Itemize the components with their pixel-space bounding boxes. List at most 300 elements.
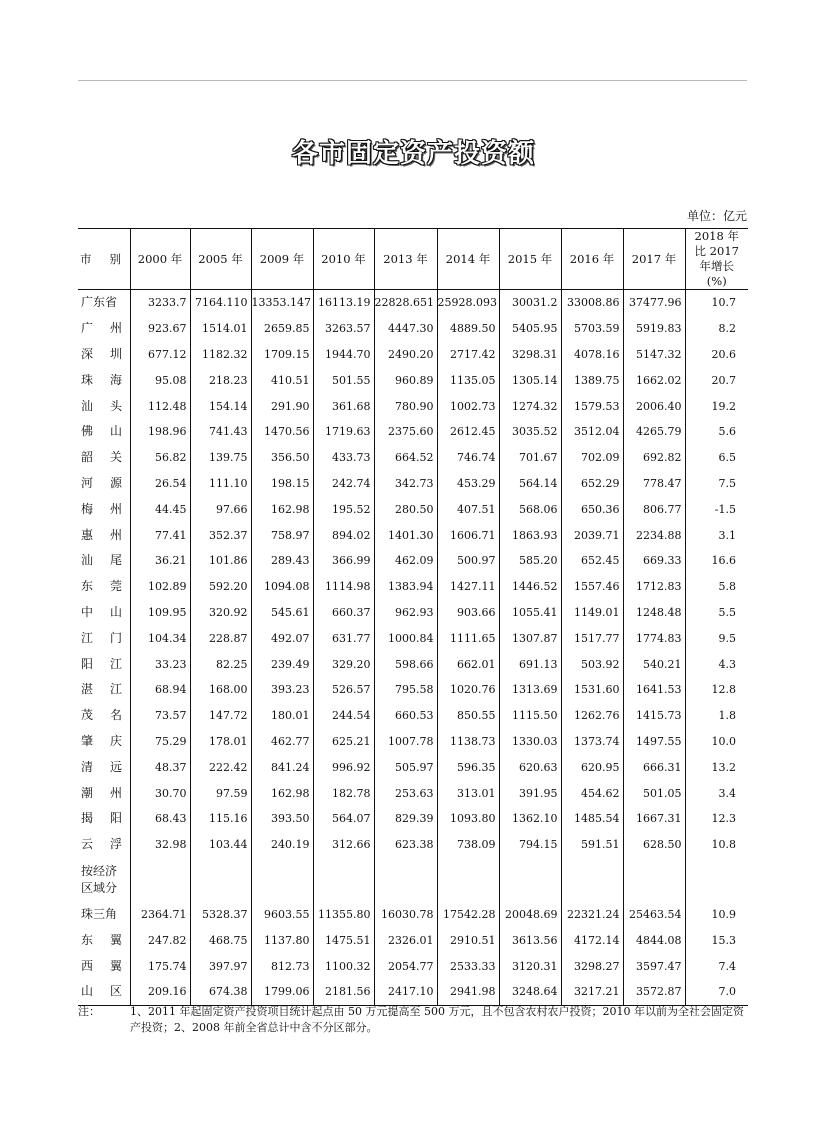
row-label bbox=[78, 953, 130, 979]
table-cell: 3.4 bbox=[685, 780, 748, 806]
table-cell: 407.51 bbox=[437, 496, 499, 522]
table-cell: 505.97 bbox=[374, 754, 437, 780]
table-cell: 393.50 bbox=[251, 806, 313, 832]
table-cell: 666.31 bbox=[623, 754, 685, 780]
table-row bbox=[78, 832, 748, 858]
table-cell: 1579.53 bbox=[561, 393, 623, 419]
row-label bbox=[78, 471, 130, 497]
table-cell: 2490.20 bbox=[374, 342, 437, 368]
empty-cell bbox=[437, 858, 499, 902]
table-cell: 75.29 bbox=[130, 729, 190, 755]
column-header: 2010 年 bbox=[313, 229, 374, 290]
table-cell: 1470.56 bbox=[251, 419, 313, 445]
table-cell: 1799.06 bbox=[251, 979, 313, 1005]
table-cell: 5405.95 bbox=[499, 316, 561, 342]
table-row bbox=[78, 780, 748, 806]
table-cell: 4265.79 bbox=[623, 419, 685, 445]
table-cell: 1115.50 bbox=[499, 703, 561, 729]
row-label bbox=[78, 316, 130, 342]
table-cell: 48.37 bbox=[130, 754, 190, 780]
table-cell: 746.74 bbox=[437, 445, 499, 471]
table-cell: 175.74 bbox=[130, 953, 190, 979]
row-label-text: 揭 阳 bbox=[81, 811, 122, 826]
table-cell: 2054.77 bbox=[374, 953, 437, 979]
table-cell: 1415.73 bbox=[623, 703, 685, 729]
table-cell: 20.7 bbox=[685, 367, 748, 393]
table-cell: 33.23 bbox=[130, 651, 190, 677]
table-cell: 2364.71 bbox=[130, 902, 190, 928]
column-header: 2016 年 bbox=[561, 229, 623, 290]
column-header: 2005 年 bbox=[190, 229, 251, 290]
table-cell: 1135.05 bbox=[437, 367, 499, 393]
row-label-text: 珠 海 bbox=[81, 372, 122, 387]
header-row bbox=[78, 229, 748, 290]
table-cell: 433.73 bbox=[313, 445, 374, 471]
table-cell: 1667.31 bbox=[623, 806, 685, 832]
group-label: 按经济区域分 bbox=[81, 863, 118, 895]
row-label-text: 广东省 bbox=[81, 295, 118, 310]
table-cell: 11355.80 bbox=[313, 902, 374, 928]
table-cell: 652.45 bbox=[561, 548, 623, 574]
row-label-text: 潮 州 bbox=[81, 785, 122, 800]
row-label-text: 江 门 bbox=[81, 630, 122, 645]
row-label bbox=[78, 625, 130, 651]
row-label-text: 云 浮 bbox=[81, 837, 122, 852]
table-cell: 1307.87 bbox=[499, 625, 561, 651]
table-row bbox=[78, 651, 748, 677]
table-cell: 313.01 bbox=[437, 780, 499, 806]
table-cell: 1401.30 bbox=[374, 522, 437, 548]
table-cell: 1020.76 bbox=[437, 677, 499, 703]
table-cell: 2326.01 bbox=[374, 927, 437, 953]
table-cell: 16030.78 bbox=[374, 902, 437, 928]
table-cell: 625.21 bbox=[313, 729, 374, 755]
table-cell: 12.3 bbox=[685, 806, 748, 832]
table-cell: 16113.19 bbox=[313, 290, 374, 316]
table-cell: 660.53 bbox=[374, 703, 437, 729]
row-label-text: 肇 庆 bbox=[81, 733, 122, 748]
table-cell: 218.23 bbox=[190, 367, 251, 393]
table-cell: 1863.93 bbox=[499, 522, 561, 548]
table-cell: 664.52 bbox=[374, 445, 437, 471]
table-cell: 3233.7 bbox=[130, 290, 190, 316]
row-label-text: 惠 州 bbox=[81, 527, 122, 542]
table-cell: 36.21 bbox=[130, 548, 190, 574]
table-cell: 2533.33 bbox=[437, 953, 499, 979]
table-cell: 10.0 bbox=[685, 729, 748, 755]
table-row bbox=[78, 927, 748, 953]
table-cell: 182.78 bbox=[313, 780, 374, 806]
table-row bbox=[78, 902, 748, 928]
table-cell: 1662.02 bbox=[623, 367, 685, 393]
table-cell: 468.75 bbox=[190, 927, 251, 953]
empty-cell bbox=[130, 858, 190, 902]
table-cell: 13353.147 bbox=[251, 290, 313, 316]
table-cell: 453.29 bbox=[437, 471, 499, 497]
table-cell: 4.3 bbox=[685, 651, 748, 677]
table-cell: 2181.56 bbox=[313, 979, 374, 1005]
table-cell: 1149.01 bbox=[561, 600, 623, 626]
table-cell: 139.75 bbox=[190, 445, 251, 471]
table-row bbox=[78, 471, 748, 497]
table-cell: 1002.73 bbox=[437, 393, 499, 419]
footnote bbox=[78, 1004, 747, 1036]
table-cell: 652.29 bbox=[561, 471, 623, 497]
table-cell: 3298.31 bbox=[499, 342, 561, 368]
page-title: 各市固定资产投资额 bbox=[291, 139, 535, 169]
table-cell: 112.48 bbox=[130, 393, 190, 419]
row-label-text: 韶 关 bbox=[81, 450, 122, 465]
table-row bbox=[78, 522, 748, 548]
table-cell: 8.2 bbox=[685, 316, 748, 342]
table-cell: 20048.69 bbox=[499, 902, 561, 928]
row-label bbox=[78, 290, 130, 316]
table-cell: 962.93 bbox=[374, 600, 437, 626]
table-cell: 5.5 bbox=[685, 600, 748, 626]
table-cell: 1475.51 bbox=[313, 927, 374, 953]
row-label-text: 汕 头 bbox=[81, 398, 122, 413]
row-label bbox=[78, 703, 130, 729]
table-cell: 239.49 bbox=[251, 651, 313, 677]
table-cell: 701.67 bbox=[499, 445, 561, 471]
table-cell: 342.73 bbox=[374, 471, 437, 497]
table-cell: 702.09 bbox=[561, 445, 623, 471]
table-cell: 30.70 bbox=[130, 780, 190, 806]
row-label bbox=[78, 780, 130, 806]
table-cell: 97.66 bbox=[190, 496, 251, 522]
row-label bbox=[78, 522, 130, 548]
row-label bbox=[78, 832, 130, 858]
row-label bbox=[78, 574, 130, 600]
table-cell: 1114.98 bbox=[313, 574, 374, 600]
table-cell: 3298.27 bbox=[561, 953, 623, 979]
table-cell: 16.6 bbox=[685, 548, 748, 574]
table-cell: 280.50 bbox=[374, 496, 437, 522]
table-cell: 13.2 bbox=[685, 754, 748, 780]
column-header bbox=[78, 229, 130, 290]
table-cell: 240.19 bbox=[251, 832, 313, 858]
table-cell: 247.82 bbox=[130, 927, 190, 953]
table-cell: 17542.28 bbox=[437, 902, 499, 928]
table-cell: 1007.78 bbox=[374, 729, 437, 755]
table-cell: 585.20 bbox=[499, 548, 561, 574]
table-cell: 56.82 bbox=[130, 445, 190, 471]
table-cell: 68.94 bbox=[130, 677, 190, 703]
table-cell: 1709.15 bbox=[251, 342, 313, 368]
table-cell: 1517.77 bbox=[561, 625, 623, 651]
empty-cell bbox=[374, 858, 437, 902]
table-cell: 2234.88 bbox=[623, 522, 685, 548]
table-cell: 564.14 bbox=[499, 471, 561, 497]
table-cell: 22321.24 bbox=[561, 902, 623, 928]
table-cell: 320.92 bbox=[190, 600, 251, 626]
table-cell: 30031.2 bbox=[499, 290, 561, 316]
table-cell: 662.01 bbox=[437, 651, 499, 677]
table-cell: 778.47 bbox=[623, 471, 685, 497]
table-cell: 692.82 bbox=[623, 445, 685, 471]
table-cell: 5.8 bbox=[685, 574, 748, 600]
table-cell: 1313.69 bbox=[499, 677, 561, 703]
table-row bbox=[78, 806, 748, 832]
table-cell: 10.9 bbox=[685, 902, 748, 928]
table-row bbox=[78, 367, 748, 393]
table-cell: 462.77 bbox=[251, 729, 313, 755]
row-label bbox=[78, 548, 130, 574]
row-label bbox=[78, 754, 130, 780]
table-row bbox=[78, 548, 748, 574]
row-label bbox=[78, 806, 130, 832]
table-cell: 1362.10 bbox=[499, 806, 561, 832]
column-header: 2009 年 bbox=[251, 229, 313, 290]
table-cell: 545.61 bbox=[251, 600, 313, 626]
table-row bbox=[78, 625, 748, 651]
table-cell: 1111.65 bbox=[437, 625, 499, 651]
table-row bbox=[78, 754, 748, 780]
table-cell: 410.51 bbox=[251, 367, 313, 393]
column-header: 2014 年 bbox=[437, 229, 499, 290]
table-cell: 209.16 bbox=[130, 979, 190, 1005]
table-cell: 82.25 bbox=[190, 651, 251, 677]
table-cell: 631.77 bbox=[313, 625, 374, 651]
table-cell: 628.50 bbox=[623, 832, 685, 858]
table-cell: 5147.32 bbox=[623, 342, 685, 368]
table-cell: 5919.83 bbox=[623, 316, 685, 342]
table-cell: 758.97 bbox=[251, 522, 313, 548]
footnote-label: 注： bbox=[78, 1005, 100, 1018]
table-cell: 1719.63 bbox=[313, 419, 374, 445]
row-label-text: 山 区 bbox=[81, 984, 122, 999]
table-cell: 795.58 bbox=[374, 677, 437, 703]
row-label bbox=[78, 393, 130, 419]
table-cell: 3572.87 bbox=[623, 979, 685, 1005]
table-cell: 794.15 bbox=[499, 832, 561, 858]
table-cell: 37477.96 bbox=[623, 290, 685, 316]
table-cell: 4078.16 bbox=[561, 342, 623, 368]
row-label-text: 东 翼 bbox=[81, 932, 122, 947]
table-cell: 996.92 bbox=[313, 754, 374, 780]
table-cell: 95.08 bbox=[130, 367, 190, 393]
table-cell: 650.36 bbox=[561, 496, 623, 522]
table-cell: 242.74 bbox=[313, 471, 374, 497]
table-cell: 2417.10 bbox=[374, 979, 437, 1005]
table-cell: 1446.52 bbox=[499, 574, 561, 600]
table-cell: 806.77 bbox=[623, 496, 685, 522]
row-label bbox=[78, 677, 130, 703]
table-cell: 6.5 bbox=[685, 445, 748, 471]
table-cell: 391.95 bbox=[499, 780, 561, 806]
row-label-text: 湛 江 bbox=[81, 682, 122, 697]
column-header-growth: 2018 年比 2017 年增长 (%) bbox=[685, 229, 748, 290]
row-label bbox=[78, 445, 130, 471]
row-label-text: 汕 尾 bbox=[81, 553, 122, 568]
table-cell: 352.37 bbox=[190, 522, 251, 548]
table-cell: 253.63 bbox=[374, 780, 437, 806]
table-cell: 4889.50 bbox=[437, 316, 499, 342]
top-rule bbox=[78, 80, 747, 81]
table-cell: 492.07 bbox=[251, 625, 313, 651]
table-cell: 9603.55 bbox=[251, 902, 313, 928]
table-cell: 738.09 bbox=[437, 832, 499, 858]
table-cell: 1485.54 bbox=[561, 806, 623, 832]
table-cell: 1093.80 bbox=[437, 806, 499, 832]
empty-cell bbox=[251, 858, 313, 902]
table-row bbox=[78, 600, 748, 626]
table-cell: 669.33 bbox=[623, 548, 685, 574]
table-cell: 97.59 bbox=[190, 780, 251, 806]
table-cell: 104.34 bbox=[130, 625, 190, 651]
table-cell: 2612.45 bbox=[437, 419, 499, 445]
table-cell: 1373.74 bbox=[561, 729, 623, 755]
table-cell: -1.5 bbox=[685, 496, 748, 522]
row-label bbox=[78, 729, 130, 755]
table-cell: 812.73 bbox=[251, 953, 313, 979]
table-cell: 540.21 bbox=[623, 651, 685, 677]
table-cell: 660.37 bbox=[313, 600, 374, 626]
table-cell: 356.50 bbox=[251, 445, 313, 471]
table-row bbox=[78, 677, 748, 703]
table-cell: 894.02 bbox=[313, 522, 374, 548]
table-cell: 780.90 bbox=[374, 393, 437, 419]
table-cell: 1055.41 bbox=[499, 600, 561, 626]
table-cell: 501.55 bbox=[313, 367, 374, 393]
table-cell: 329.20 bbox=[313, 651, 374, 677]
table-cell: 77.41 bbox=[130, 522, 190, 548]
table-cell: 2941.98 bbox=[437, 979, 499, 1005]
table-cell: 1094.08 bbox=[251, 574, 313, 600]
table-cell: 960.89 bbox=[374, 367, 437, 393]
table-cell: 312.66 bbox=[313, 832, 374, 858]
table-cell: 3035.52 bbox=[499, 419, 561, 445]
table-cell: 10.8 bbox=[685, 832, 748, 858]
table-cell: 397.97 bbox=[190, 953, 251, 979]
table-cell: 32.98 bbox=[130, 832, 190, 858]
table-cell: 1262.76 bbox=[561, 703, 623, 729]
table-cell: 3217.21 bbox=[561, 979, 623, 1005]
table-cell: 73.57 bbox=[130, 703, 190, 729]
table-cell: 195.52 bbox=[313, 496, 374, 522]
row-label-text: 深 圳 bbox=[81, 346, 122, 361]
table-cell: 5.6 bbox=[685, 419, 748, 445]
row-label-text: 茂 名 bbox=[81, 708, 122, 723]
row-label bbox=[78, 902, 130, 928]
table-cell: 4172.14 bbox=[561, 927, 623, 953]
table-cell: 20.6 bbox=[685, 342, 748, 368]
table-cell: 903.66 bbox=[437, 600, 499, 626]
table-cell: 1712.83 bbox=[623, 574, 685, 600]
table-cell: 1944.70 bbox=[313, 342, 374, 368]
table-cell: 5328.37 bbox=[190, 902, 251, 928]
table-cell: 19.2 bbox=[685, 393, 748, 419]
table-cell: 1248.48 bbox=[623, 600, 685, 626]
table-cell: 33008.86 bbox=[561, 290, 623, 316]
table-cell: 162.98 bbox=[251, 496, 313, 522]
table-cell: 841.24 bbox=[251, 754, 313, 780]
row-label-text: 东 莞 bbox=[81, 579, 122, 594]
row-label bbox=[78, 927, 130, 953]
table-cell: 168.00 bbox=[190, 677, 251, 703]
table-cell: 592.20 bbox=[190, 574, 251, 600]
unit-label: 单位：亿元 bbox=[686, 209, 747, 223]
table-cell: 1641.53 bbox=[623, 677, 685, 703]
row-label-text: 河 源 bbox=[81, 475, 122, 490]
table-cell: 2910.51 bbox=[437, 927, 499, 953]
table-cell: 198.15 bbox=[251, 471, 313, 497]
table-cell: 620.95 bbox=[561, 754, 623, 780]
table-cell: 4447.30 bbox=[374, 316, 437, 342]
table-body bbox=[78, 290, 748, 1006]
row-label-text: 珠三角 bbox=[81, 906, 118, 921]
footnote-text: 1、2011 年起固定资产投资项目统计起点由 50 万元提高至 500 万元，且不包含农村农户投资；2010 年以前为全社会固定资产投资；2、2008 年前全省总计中含不分区部分。 bbox=[130, 1005, 744, 1034]
table-cell: 5703.59 bbox=[561, 316, 623, 342]
row-label-text: 清 远 bbox=[81, 759, 122, 774]
table-cell: 2659.85 bbox=[251, 316, 313, 342]
row-label bbox=[78, 651, 130, 677]
table-row bbox=[78, 979, 748, 1005]
group-header-row bbox=[78, 858, 748, 902]
table-cell: 568.06 bbox=[499, 496, 561, 522]
table-cell: 147.72 bbox=[190, 703, 251, 729]
table-cell: 1606.71 bbox=[437, 522, 499, 548]
table-cell: 454.62 bbox=[561, 780, 623, 806]
table-cell: 674.38 bbox=[190, 979, 251, 1005]
table-row bbox=[78, 419, 748, 445]
row-label bbox=[78, 367, 130, 393]
table-cell: 596.35 bbox=[437, 754, 499, 780]
table-cell: 1182.32 bbox=[190, 342, 251, 368]
table-cell: 501.05 bbox=[623, 780, 685, 806]
table-cell: 1383.94 bbox=[374, 574, 437, 600]
empty-cell bbox=[313, 858, 374, 902]
table-cell: 741.43 bbox=[190, 419, 251, 445]
table-cell: 620.63 bbox=[499, 754, 561, 780]
table-cell: 7164.110 bbox=[190, 290, 251, 316]
table-cell: 1427.11 bbox=[437, 574, 499, 600]
table-cell: 9.5 bbox=[685, 625, 748, 651]
table-cell: 2717.42 bbox=[437, 342, 499, 368]
table-cell: 1774.83 bbox=[623, 625, 685, 651]
table-cell: 2006.40 bbox=[623, 393, 685, 419]
table-cell: 291.90 bbox=[251, 393, 313, 419]
table-cell: 162.98 bbox=[251, 780, 313, 806]
row-label bbox=[78, 600, 130, 626]
table-cell: 366.99 bbox=[313, 548, 374, 574]
table-cell: 25463.54 bbox=[623, 902, 685, 928]
table-cell: 850.55 bbox=[437, 703, 499, 729]
table-cell: 26.54 bbox=[130, 471, 190, 497]
table-cell: 7.5 bbox=[685, 471, 748, 497]
table-row bbox=[78, 703, 748, 729]
table-row bbox=[78, 342, 748, 368]
column-header: 2017 年 bbox=[623, 229, 685, 290]
table-cell: 44.45 bbox=[130, 496, 190, 522]
table-cell: 222.42 bbox=[190, 754, 251, 780]
table-cell: 3.1 bbox=[685, 522, 748, 548]
table-cell: 1514.01 bbox=[190, 316, 251, 342]
table-cell: 598.66 bbox=[374, 651, 437, 677]
table-cell: 1000.84 bbox=[374, 625, 437, 651]
row-label-text: 梅 州 bbox=[81, 501, 122, 516]
row-label-text: 阳 江 bbox=[81, 656, 122, 671]
table-cell: 591.51 bbox=[561, 832, 623, 858]
table-cell: 500.97 bbox=[437, 548, 499, 574]
table-row bbox=[78, 316, 748, 342]
row-label bbox=[78, 496, 130, 522]
table-cell: 2375.60 bbox=[374, 419, 437, 445]
table-row bbox=[78, 729, 748, 755]
row-label bbox=[78, 419, 130, 445]
table-cell: 103.44 bbox=[190, 832, 251, 858]
table-cell: 178.01 bbox=[190, 729, 251, 755]
